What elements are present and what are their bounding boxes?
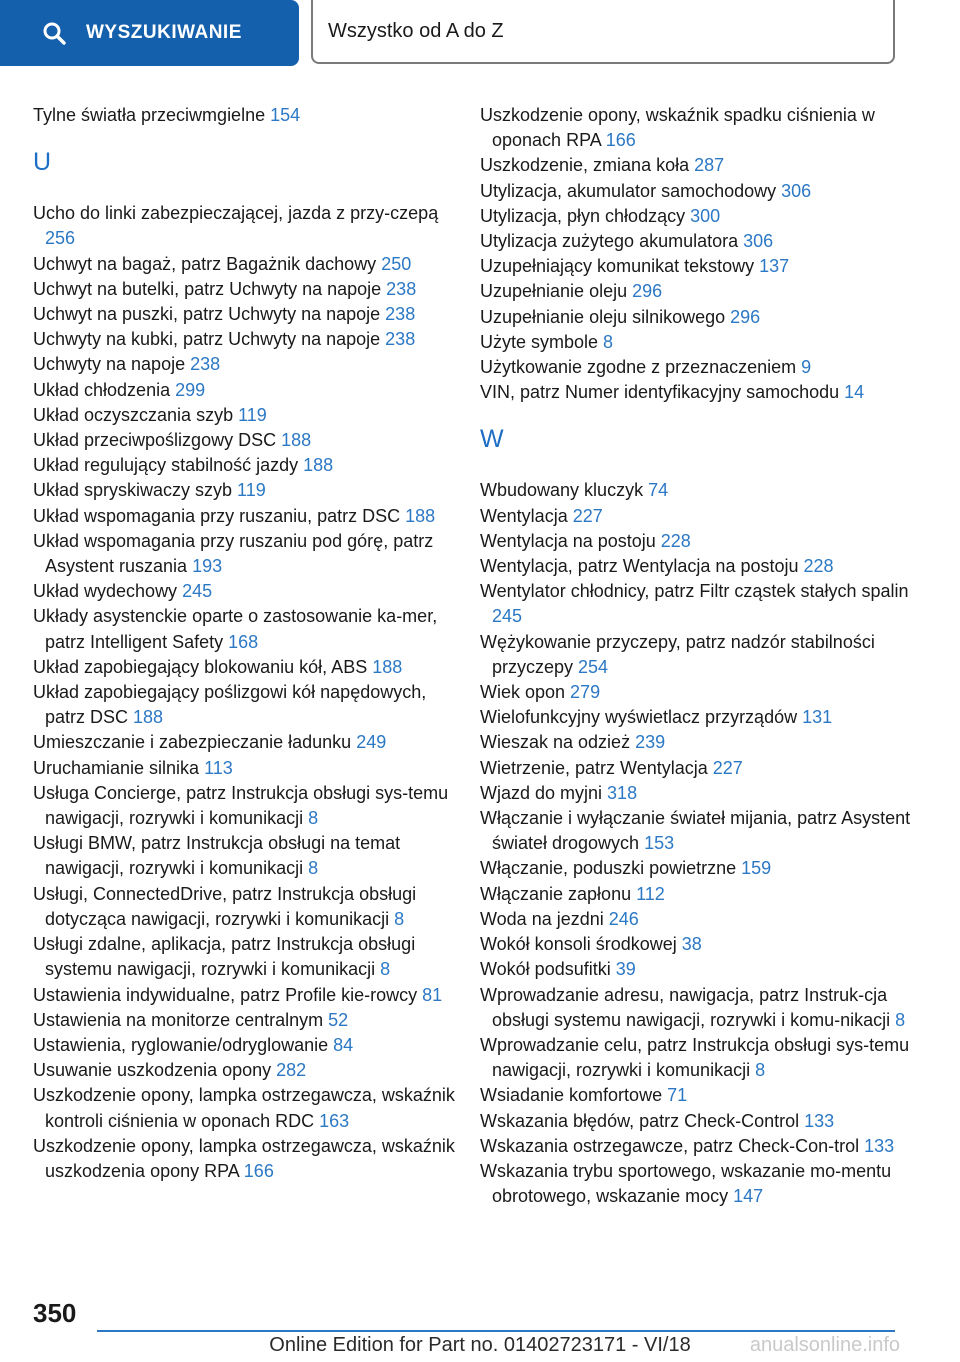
index-entry: Wskazania trybu sportowego, wskazanie mo-mentu obrotowego, wskazanie mocy 147 bbox=[480, 1160, 892, 1207]
page-link[interactable]: 306 bbox=[781, 180, 812, 201]
search-label: WYSZUKIWANIE bbox=[86, 22, 242, 43]
index-entry: Włączanie, poduszki powietrzne 159 bbox=[480, 858, 772, 879]
index-entry: Uchwyt na puszki, patrz Uchwyty na napoje 238 bbox=[33, 304, 416, 325]
page-link[interactable]: 238 bbox=[386, 278, 417, 299]
index-entry: Wielofunkcyjny wyświetlacz przyrządów 131 bbox=[480, 707, 833, 728]
index-entry: Tylne światła przeciwmgielne 154 bbox=[33, 105, 301, 125]
index-entry: Usługa Concierge, patrz Instrukcja obsługi sys-temu nawigacji, rozrywki i komunikacji 8 bbox=[33, 782, 449, 829]
page-link[interactable]: 228 bbox=[803, 556, 834, 577]
page-link[interactable]: 239 bbox=[635, 732, 666, 753]
index-entry: Ustawienia indywidualne, patrz Profile kie-rowcy 81 bbox=[33, 984, 443, 1005]
section-letter-w: W bbox=[480, 425, 504, 454]
index-entry: Użyte symbole 8 bbox=[480, 331, 614, 352]
index-entry: Włączanie i wyłączanie świateł mijania, patrz Asystent świateł drogowych 153 bbox=[480, 808, 911, 854]
page-link[interactable]: 166 bbox=[605, 130, 636, 151]
page-link[interactable]: 119 bbox=[237, 480, 266, 501]
page-link[interactable]: 166 bbox=[243, 1160, 274, 1181]
page-link[interactable]: 318 bbox=[607, 782, 638, 803]
footer-divider bbox=[97, 1330, 895, 1332]
index-entry: Utylizacja, akumulator samochodowy 306 bbox=[480, 180, 812, 201]
page-link[interactable]: 250 bbox=[381, 253, 412, 274]
index-entry: Układ chłodzenia 299 bbox=[33, 379, 206, 400]
page-link[interactable]: 147 bbox=[733, 1186, 764, 1207]
page-link[interactable]: 238 bbox=[385, 304, 416, 325]
index-entry: Układ oczyszczania szyb 119 bbox=[33, 404, 267, 425]
page-link[interactable]: 133 bbox=[864, 1135, 895, 1156]
page-link[interactable]: 119 bbox=[238, 404, 267, 425]
page-link[interactable]: 188 bbox=[303, 455, 334, 476]
index-entry: Układ wspomagania przy ruszaniu pod górę, patrz Asystent ruszania 193 bbox=[33, 530, 434, 577]
index-entry: Usługi, ConnectedDrive, patrz Instrukcja obsługi dotycząca nawigacji, rozrywki i komunikacji 8 bbox=[33, 883, 417, 929]
index-column-left bbox=[33, 103, 463, 1184]
page-link[interactable]: 188 bbox=[281, 430, 312, 451]
page-link[interactable]: 74 bbox=[648, 480, 669, 501]
page-link[interactable]: 133 bbox=[804, 1110, 835, 1131]
page-link[interactable]: 228 bbox=[660, 530, 691, 551]
index-column-right bbox=[480, 103, 920, 1209]
index-entry: Układ przeciwpoślizgowy DSC 188 bbox=[33, 430, 312, 451]
index-entry: Utylizacja, płyn chłodzący 300 bbox=[480, 205, 721, 226]
watermark: anualsonline.info bbox=[749, 1334, 900, 1356]
index-entry: Układ zapobiegający poślizgowi kół napędowych, patrz DSC 188 bbox=[33, 682, 427, 728]
page-link[interactable]: 14 bbox=[844, 382, 865, 403]
page-link[interactable]: 163 bbox=[319, 1110, 350, 1131]
index-entry: Uszkodzenie opony, lampka ostrzegawcza, wskaźnik uszkodzenia opony RPA 166 bbox=[33, 1135, 455, 1181]
page-link[interactable]: 159 bbox=[741, 858, 772, 879]
index-entry: Uchwyt na butelki, patrz Uchwyty na napoje 238 bbox=[33, 278, 417, 299]
page-link[interactable]: 131 bbox=[802, 707, 833, 728]
index-entry: Wiek opon 279 bbox=[480, 682, 601, 703]
index-entry: Ustawienia na monitorze centralnym 52 bbox=[33, 1009, 349, 1030]
index-entry: Utylizacja zużytego akumulatora 306 bbox=[480, 231, 774, 252]
index-entry: Wjazd do myjni 318 bbox=[480, 782, 638, 803]
index-entry: Wentylacja, patrz Wentylacja na postoju 228 bbox=[480, 556, 834, 577]
index-entry: Usługi BMW, patrz Instrukcja obsługi na temat nawigacji, rozrywki i komunikacji 8 bbox=[33, 833, 401, 879]
page-link[interactable]: 8 bbox=[394, 908, 405, 929]
index-entry: Uszkodzenie opony, lampka ostrzegawcza, wskaźnik kontroli ciśnienia w oponach RDC 163 bbox=[33, 1085, 455, 1131]
index-entry: Włączanie zapłonu 112 bbox=[480, 883, 665, 904]
index-entry: Usuwanie uszkodzenia opony 282 bbox=[33, 1060, 307, 1081]
page-link[interactable]: 188 bbox=[405, 505, 436, 526]
search-button[interactable] bbox=[0, 0, 299, 66]
index-entry: Uszkodzenie opony, wskaźnik spadku ciśnienia w oponach RPA 166 bbox=[480, 105, 875, 151]
page-link[interactable]: 246 bbox=[608, 908, 639, 929]
index-entry: Uszkodzenie, zmiana koła 287 bbox=[480, 155, 725, 176]
page-link[interactable]: 306 bbox=[743, 231, 774, 252]
page-link[interactable]: 296 bbox=[730, 306, 761, 327]
top-bar bbox=[0, 0, 960, 66]
page-link[interactable]: 256 bbox=[45, 228, 76, 249]
index-entry: Wskazania ostrzegawcze, patrz Check-Con-trol 133 bbox=[480, 1135, 895, 1156]
page-link[interactable]: 245 bbox=[182, 581, 213, 602]
index-entry: Uchwyt na bagaż, patrz Bagażnik dachowy 250 bbox=[33, 253, 412, 274]
index-entry: Uchwyty na kubki, patrz Uchwyty na napoje 238 bbox=[33, 329, 416, 350]
index-entry: Wentylacja 227 bbox=[480, 505, 603, 526]
index-entry: Układ regulujący stabilność jazdy 188 bbox=[33, 455, 334, 476]
page-link[interactable]: 9 bbox=[801, 357, 812, 378]
page-link[interactable]: 249 bbox=[356, 732, 387, 753]
index-entry: VIN, patrz Numer identyfikacyjny samochodu 14 bbox=[480, 382, 865, 403]
page-link[interactable]: 282 bbox=[276, 1060, 307, 1081]
index-entry: Układ wspomagania przy ruszaniu, patrz DSC 188 bbox=[33, 505, 436, 526]
index-entry: Układ zapobiegający blokowaniu kół, ABS 188 bbox=[33, 656, 403, 677]
index-entry: Wskazania błędów, patrz Check-Control 133 bbox=[480, 1110, 835, 1131]
page-link[interactable]: 254 bbox=[578, 656, 609, 677]
page-link[interactable]: 227 bbox=[712, 757, 743, 778]
page-link[interactable]: 245 bbox=[492, 606, 523, 627]
page-link[interactable]: 81 bbox=[422, 984, 443, 1005]
index-entry: Usługi zdalne, aplikacja, patrz Instrukcja obsługi systemu nawigacji, rozrywki i komunikacji 8 bbox=[33, 934, 416, 980]
index-entry: Wieszak na odzież 239 bbox=[480, 732, 666, 753]
page-link[interactable]: 84 bbox=[333, 1034, 354, 1055]
section-letter-u: U bbox=[33, 148, 52, 177]
page-link[interactable]: 137 bbox=[759, 256, 790, 277]
page-link[interactable]: 154 bbox=[270, 105, 301, 125]
page-link[interactable]: 188 bbox=[133, 707, 164, 728]
index-entry: Wbudowany kluczyk 74 bbox=[480, 480, 669, 501]
index-entry: Uzupełnianie oleju 296 bbox=[480, 281, 663, 302]
index-entry: Wietrzenie, patrz Wentylacja 227 bbox=[480, 757, 743, 778]
index-entry: Wentylacja na postoju 228 bbox=[480, 530, 691, 551]
index-entry: Ucho do linki zabezpieczającej, jazda z przy-czepą 256 bbox=[33, 203, 439, 249]
page-link[interactable]: 296 bbox=[632, 281, 663, 302]
page-link[interactable]: 8 bbox=[308, 858, 319, 879]
edition-text: Online Edition for Part no. 01402723171 - VI/18 bbox=[269, 1334, 691, 1356]
page-link[interactable]: 227 bbox=[572, 505, 603, 526]
page-link[interactable]: 38 bbox=[681, 934, 702, 955]
index-entry: Wężykowanie przyczepy, patrz nadzór stabilności przyczepy 254 bbox=[480, 631, 875, 677]
page-link[interactable]: 8 bbox=[380, 959, 391, 980]
index-entry: Użytkowanie zgodne z przeznaczeniem 9 bbox=[480, 357, 812, 378]
index-entry: Wentylator chłodnicy, patrz Filtr cząstek stałych spalin 245 bbox=[480, 581, 909, 627]
index-entry: Ustawienia, ryglowanie/odryglowanie 84 bbox=[33, 1034, 354, 1055]
index-entry: Wsiadanie komfortowe 71 bbox=[480, 1085, 688, 1106]
page-number: 350 bbox=[33, 1298, 77, 1328]
page-link[interactable]: 153 bbox=[644, 833, 675, 854]
index-entry: Uruchamianie silnika 113 bbox=[33, 757, 233, 778]
page-link[interactable]: 71 bbox=[667, 1085, 688, 1106]
page-link[interactable]: 8 bbox=[603, 331, 614, 352]
page-link[interactable]: 8 bbox=[895, 1009, 906, 1030]
page-link[interactable]: 39 bbox=[615, 959, 636, 980]
page-link[interactable]: 299 bbox=[175, 379, 206, 400]
breadcrumb[interactable]: Wszystko od A do Z bbox=[311, 0, 895, 64]
index-entry: Wprowadzanie adresu, nawigacja, patrz Instruk-cja obsługi systemu nawigacji, rozrywki i komu-nikacji 8 bbox=[480, 984, 906, 1030]
page-link[interactable]: 300 bbox=[690, 205, 721, 226]
index-entry: Umieszczanie i zabezpieczanie ładunku 249 bbox=[33, 732, 387, 753]
index-entry: Układ spryskiwaczy szyb 119 bbox=[33, 480, 266, 501]
index-entry: Układ wydechowy 245 bbox=[33, 581, 213, 602]
page-link[interactable]: 279 bbox=[570, 682, 601, 703]
page-link[interactable]: 168 bbox=[228, 631, 259, 652]
page-link[interactable]: 188 bbox=[372, 656, 403, 677]
index-entry: Uzupełniający komunikat tekstowy 137 bbox=[480, 256, 790, 277]
page-link[interactable]: 238 bbox=[385, 329, 416, 350]
index-entry: Układy asystenckie oparte o zastosowanie ka-mer, patrz Intelligent Safety 168 bbox=[33, 606, 438, 652]
index-entry: Woda na jezdni 246 bbox=[480, 908, 639, 929]
index-entry: Uchwyty na napoje 238 bbox=[33, 354, 221, 375]
page-link[interactable]: 193 bbox=[192, 556, 223, 577]
page-link[interactable]: 8 bbox=[308, 808, 319, 829]
index-entry: Wokół konsoli środkowej 38 bbox=[480, 934, 702, 955]
index-entry: Wprowadzanie celu, patrz Instrukcja obsługi sys-temu nawigacji, rozrywki i komunikacji 8 bbox=[480, 1034, 910, 1081]
page-link[interactable]: 287 bbox=[694, 155, 725, 176]
page-link[interactable]: 52 bbox=[328, 1009, 349, 1030]
page-link[interactable]: 238 bbox=[190, 354, 221, 375]
search-icon bbox=[42, 21, 66, 45]
index-entry: Uzupełnianie oleju silnikowego 296 bbox=[480, 306, 761, 327]
index-entry: Wokół podsufitki 39 bbox=[480, 959, 636, 980]
page-link[interactable]: 8 bbox=[755, 1060, 766, 1081]
page-link[interactable]: 113 bbox=[204, 757, 233, 778]
page-link[interactable]: 112 bbox=[636, 883, 665, 904]
